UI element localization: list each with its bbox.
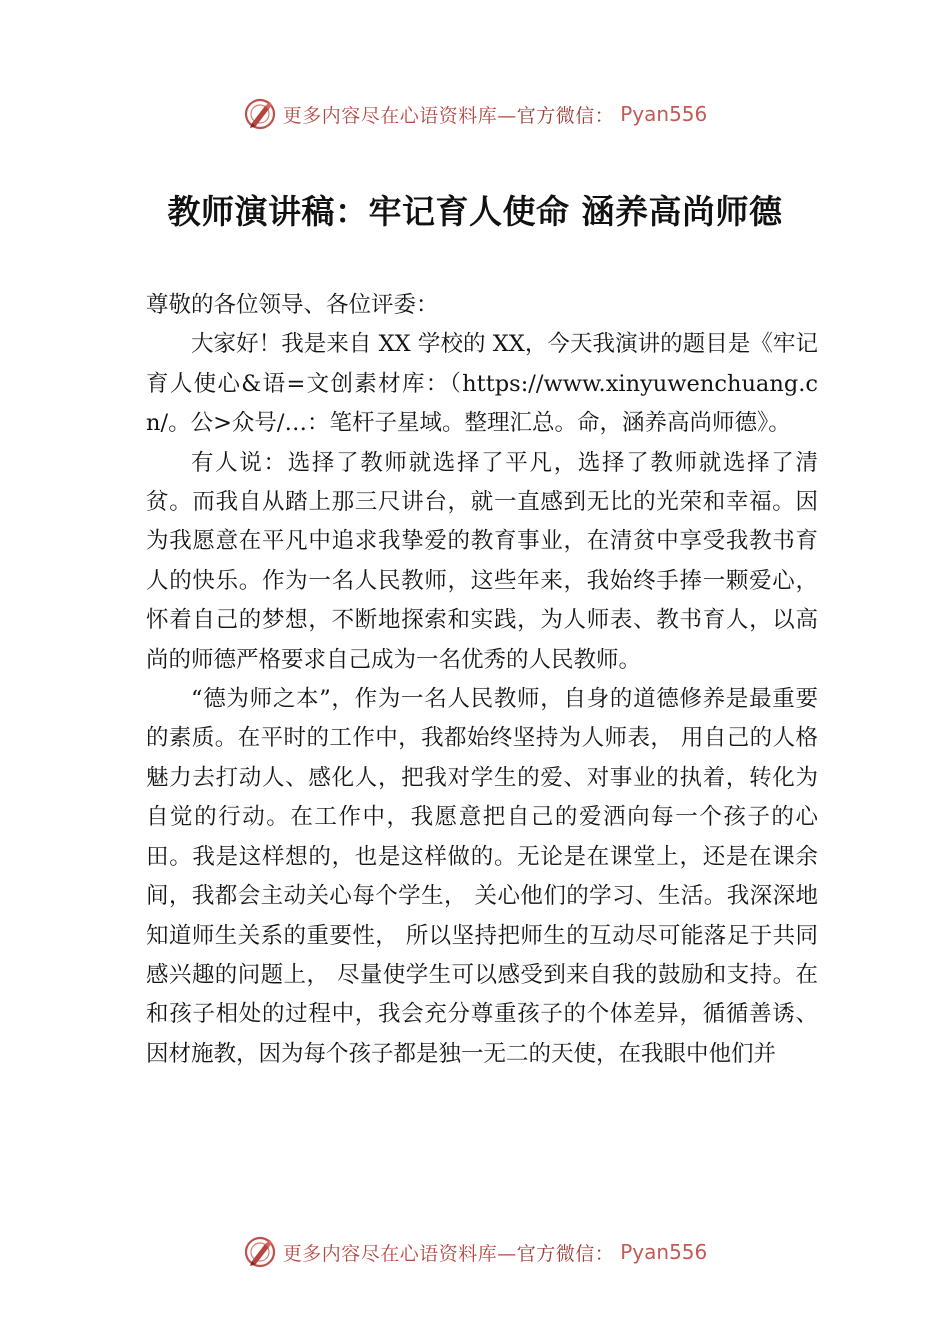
document-body	[146, 286, 818, 1074]
footer-banner	[0, 1232, 950, 1272]
banner-text: 更多内容尽在心语资料库—官方微信：	[282, 104, 615, 127]
banner-wechat-label: 官方微信：	[516, 1242, 615, 1265]
paragraph-1: 大家好！我是来自 XX 学校的 XX，今天我演讲的题目是《牢记育人使心&语=文创素材库：（https://www.xinyuwenchuang.cn/。公>众号/…：笔杆子星域。整理汇总。命，涵养高尚师德》。	[146, 331, 818, 437]
header-banner	[0, 94, 950, 134]
banner-text: 更多内容尽在心语资料库—官方微信：	[282, 1242, 615, 1265]
paragraph-3: “德为师之本”，作为一名人民教师，自身的道德修养是最重要的素质。在平时的工作中，我都始终坚持为人师表， 用自己的人格魅力去打动人、感化人，把我对学生的爱、对事业的执着，转化为自觉的行动。在工作中，我愿意把自己的爱洒向每一个孩子的心田。我是这样想的，也是这样做的。无论是在课堂上，还是在课余间，我都会主动关心每个学生， 关心他们的学习、生活。我深深地知道师生关系的重要性， 所以坚持把师生的互动尽可能落足于共同感兴趣的问题上， 尽量使学生可以感受到来自我的鼓励和支持。在和孩子相处的过程中，我会充分尊重孩子的个体差异，循循善诱、因材施教，因为每个孩子都是独一无二的天使，在我眼中他们并	[146, 686, 818, 1067]
pen-nib-logo-icon	[243, 1235, 277, 1269]
banner-wechat-label: 官方微信：	[516, 104, 615, 127]
salutation: 尊敬的各位领导、各位评委：	[146, 292, 439, 318]
paragraph-2: 有人说：选择了教师就选择了平凡，选择了教师就选择了清贫。而我自从踏上那三尺讲台，就一直感到无比的光荣和幸福。因为我愿意在平凡中追求我挚爱的教育事业，在清贫中享受我教书育人的快乐。作为一名人民教师，这些年来，我始终手捧一颗爱心，怀着自己的梦想，不断地探索和实践，为人师表、教书育人，以高尚的师德严格要求自己成为一名优秀的人民教师。	[146, 449, 818, 673]
document-title: 教师演讲稿：牢记育人使命 涵养高尚师德	[167, 192, 783, 231]
banner-wechat-id: Pyan556	[620, 1240, 708, 1264]
pen-nib-logo-icon	[243, 97, 277, 131]
banner-wechat-id: Pyan556	[620, 102, 708, 126]
